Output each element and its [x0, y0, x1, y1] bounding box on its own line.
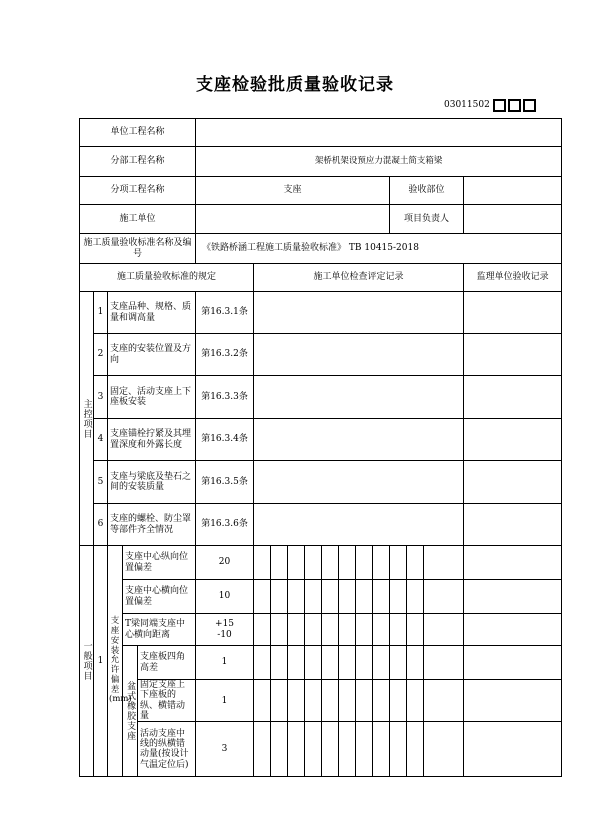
measure-cell[interactable]	[407, 614, 424, 646]
measure-cell[interactable]	[322, 722, 339, 777]
measure-cell[interactable]	[407, 546, 424, 580]
standard-label: 施工质量验收标准名称及编号	[80, 234, 196, 264]
inspection-column-header: 施工单位检查评定记录	[254, 264, 464, 292]
tolerance-value: 20	[196, 546, 254, 580]
supervision-record-cell[interactable]	[464, 722, 562, 777]
measure-cell[interactable]	[322, 680, 339, 722]
acceptance-part-label: 验收部位	[390, 177, 464, 205]
measure-cell[interactable]	[271, 614, 288, 646]
measure-cell[interactable]	[254, 722, 271, 777]
measure-cell[interactable]	[390, 546, 407, 580]
item-number: 2	[94, 334, 108, 376]
division-label: 分部工程名称	[80, 147, 196, 177]
measure-cell[interactable]	[339, 614, 356, 646]
supervision-record-cell[interactable]	[464, 546, 562, 580]
division-value[interactable]: 架桥机架设预应力混凝土简支箱梁	[196, 147, 562, 177]
measure-cell[interactable]	[356, 546, 373, 580]
measure-cell[interactable]	[424, 722, 464, 777]
supervision-record-cell[interactable]	[464, 504, 562, 546]
supervision-record-cell[interactable]	[464, 376, 562, 419]
tolerance-value: 1	[196, 646, 254, 680]
item-description: 支座品种、规格、质量和调高量	[108, 292, 196, 334]
measure-cell[interactable]	[356, 614, 373, 646]
measure-cell[interactable]	[356, 722, 373, 777]
item-number: 6	[94, 504, 108, 546]
item-description: 固定、活动支座上下座板安装	[108, 376, 196, 419]
measure-cell[interactable]	[288, 722, 305, 777]
measure-cell[interactable]	[424, 646, 464, 680]
item-description: 支座的安装位置及方向	[108, 334, 196, 376]
project-leader-value[interactable]	[464, 205, 562, 234]
unit-project-value[interactable]	[196, 119, 562, 147]
supervision-record-cell[interactable]	[464, 419, 562, 461]
measure-cell[interactable]	[373, 580, 390, 614]
measure-cell[interactable]	[271, 722, 288, 777]
measure-cell[interactable]	[305, 646, 322, 680]
item-description: 支座锚栓拧紧及其埋置深度和外露长度	[108, 419, 196, 461]
item-number: 5	[94, 461, 108, 504]
tolerance-item-description: 支座板四角高差	[138, 646, 196, 680]
tolerance-item-description: 支座中心横向位置偏差	[123, 580, 196, 614]
measure-cell[interactable]	[322, 580, 339, 614]
measure-cell[interactable]	[254, 546, 271, 580]
item-clause: 第16.3.2条	[196, 334, 254, 376]
measure-cell[interactable]	[390, 646, 407, 680]
measure-cell[interactable]	[288, 546, 305, 580]
item-clause: 第16.3.6条	[196, 504, 254, 546]
item-number: 1	[94, 292, 108, 334]
supervision-record-cell[interactable]	[464, 461, 562, 504]
measure-cell[interactable]	[390, 580, 407, 614]
measure-cell[interactable]	[373, 614, 390, 646]
tolerance-item-description: 活动支座中线的纵横错动量(按设计气温定位后)	[138, 722, 196, 777]
measure-cell[interactable]	[356, 580, 373, 614]
form-code: 03011502	[444, 100, 490, 110]
record-table	[79, 118, 562, 777]
supervision-record-cell[interactable]	[464, 614, 562, 646]
item-clause: 第16.3.1条	[196, 292, 254, 334]
supervision-record-cell[interactable]	[464, 646, 562, 680]
subitem-label: 分项工程名称	[80, 177, 196, 205]
measure-cell[interactable]	[390, 680, 407, 722]
supervision-record-cell[interactable]	[464, 680, 562, 722]
supervision-record-cell[interactable]	[464, 292, 562, 334]
main-control-label: 主控项目	[80, 292, 94, 546]
measure-cell[interactable]	[390, 614, 407, 646]
measure-cell[interactable]	[407, 646, 424, 680]
measure-cell[interactable]	[305, 680, 322, 722]
measure-cell[interactable]	[305, 614, 322, 646]
supervision-record-cell[interactable]	[464, 580, 562, 614]
item-clause: 第16.3.4条	[196, 419, 254, 461]
project-leader-label: 项目负责人	[390, 205, 464, 234]
measure-cell[interactable]	[390, 722, 407, 777]
measure-cell[interactable]	[271, 580, 288, 614]
tolerance-value: 10	[196, 580, 254, 614]
inspection-record-cell[interactable]	[254, 419, 464, 461]
measure-cell[interactable]	[424, 580, 464, 614]
code-box[interactable]	[508, 99, 521, 112]
inspection-record-cell[interactable]	[254, 461, 464, 504]
measure-cell[interactable]	[373, 546, 390, 580]
measure-cell[interactable]	[339, 646, 356, 680]
measure-cell[interactable]	[407, 580, 424, 614]
measure-cell[interactable]	[305, 580, 322, 614]
measure-cell[interactable]	[373, 722, 390, 777]
code-box[interactable]	[493, 99, 506, 112]
supervision-record-cell[interactable]	[464, 334, 562, 376]
measure-cell[interactable]	[271, 646, 288, 680]
measure-cell[interactable]	[271, 546, 288, 580]
acceptance-part-value[interactable]	[464, 177, 562, 205]
measure-cell[interactable]	[288, 614, 305, 646]
inspection-record-cell[interactable]	[254, 376, 464, 419]
measure-cell[interactable]	[339, 546, 356, 580]
item-number: 3	[94, 376, 108, 419]
measure-cell[interactable]	[288, 646, 305, 680]
item-number: 4	[94, 419, 108, 461]
measure-cell[interactable]	[271, 680, 288, 722]
measure-cell[interactable]	[424, 614, 464, 646]
unit-project-label: 单位工程名称	[80, 119, 196, 147]
inspection-record-cell[interactable]	[254, 292, 464, 334]
measure-cell[interactable]	[254, 580, 271, 614]
standard-value[interactable]: 《铁路桥涵工程施工质量验收标准》 TB 10415-2018	[196, 234, 562, 264]
supervision-column-header: 监理单位验收记录	[464, 264, 562, 292]
tolerance-value: 1	[196, 680, 254, 722]
measure-cell[interactable]	[339, 722, 356, 777]
measure-cell[interactable]	[288, 580, 305, 614]
construction-unit-value[interactable]	[196, 205, 390, 234]
inspection-record-cell[interactable]	[254, 334, 464, 376]
measure-cell[interactable]	[322, 546, 339, 580]
measure-cell[interactable]	[305, 546, 322, 580]
measure-cell[interactable]	[424, 546, 464, 580]
tolerance-item-description: T梁同端支座中心横向距离	[123, 614, 196, 646]
measure-cell[interactable]	[339, 680, 356, 722]
general-items-label: 一般项目	[80, 546, 94, 777]
inspection-record-cell[interactable]	[254, 504, 464, 546]
tolerance-value: 3	[196, 722, 254, 777]
measure-cell[interactable]	[356, 646, 373, 680]
measure-cell[interactable]	[254, 646, 271, 680]
construction-unit-label: 施工单位	[80, 205, 196, 234]
measure-cell[interactable]	[373, 646, 390, 680]
standard-column-header: 施工质量验收标准的规定	[80, 264, 254, 292]
tolerance-value: +15 -10	[196, 614, 254, 646]
tolerance-item-description: 支座中心纵向位置偏差	[123, 546, 196, 580]
measure-cell[interactable]	[356, 680, 373, 722]
subitem-value[interactable]: 支座	[196, 177, 390, 205]
measure-cell[interactable]	[254, 680, 271, 722]
item-clause: 第16.3.5条	[196, 461, 254, 504]
tolerance-group-label: 支座安装允许偏差(mm)	[108, 546, 123, 777]
measure-cell[interactable]	[424, 680, 464, 722]
code-box[interactable]	[523, 99, 536, 112]
measure-cell[interactable]	[339, 580, 356, 614]
measure-cell[interactable]	[288, 680, 305, 722]
measure-cell[interactable]	[305, 722, 322, 777]
tolerance-item-description: 固定支座上下座板的纵、横错动量	[138, 680, 196, 722]
code-boxes	[493, 99, 536, 112]
measure-cell[interactable]	[407, 680, 424, 722]
item-description: 支座与梁底及垫石之间的安装质量	[108, 461, 196, 504]
pot-rubber-bearing-label: 盆式橡胶支座	[123, 646, 138, 777]
measure-cell[interactable]	[373, 680, 390, 722]
measure-cell[interactable]	[407, 722, 424, 777]
page-title: 支座检验批质量验收记录	[196, 75, 394, 95]
measure-cell[interactable]	[322, 646, 339, 680]
measure-cell[interactable]	[254, 614, 271, 646]
general-item-number: 1	[94, 546, 108, 777]
measure-cell[interactable]	[322, 614, 339, 646]
item-clause: 第16.3.3条	[196, 376, 254, 419]
item-description: 支座的螺栓、防尘罩等部件齐全情况	[108, 504, 196, 546]
